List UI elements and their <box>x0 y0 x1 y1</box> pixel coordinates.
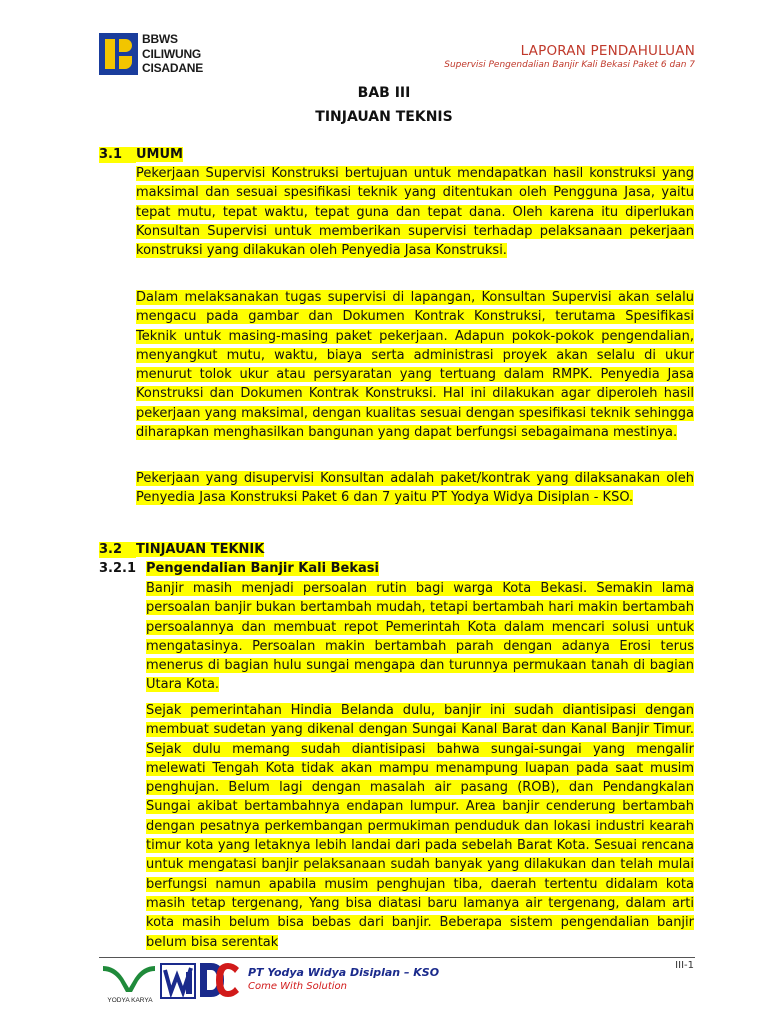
report-subtitle: Supervisi Pengendalian Banjir Kali Bekasi Paket 6 dan 7 <box>444 60 695 70</box>
section-number: 3.2 <box>99 542 136 558</box>
org-line-3: CISADANE <box>142 61 204 75</box>
footer-divider <box>99 957 695 958</box>
subsection-number: 3.2.1 <box>99 561 137 576</box>
section-heading-3-2-1 <box>99 561 379 577</box>
section-title: TINJAUAN TEKNIK <box>136 542 265 557</box>
chapter-title: TINJAUAN TEKNIS <box>315 109 453 125</box>
report-title: LAPORAN PENDAHULUAN <box>520 43 695 59</box>
org-line-1: BBWS <box>142 32 178 46</box>
bbws-logo-icon <box>99 33 138 75</box>
widya-logo-icon <box>160 962 196 1000</box>
paragraph-umum-3: Pekerjaan yang disupervisi Konsultan adalah paket/kontrak yang dilaksanakan oleh Penyedia Jasa Konstruksi Paket 6 dan 7 yaitu PT Yodya Widya Disiplan - KSO. <box>136 471 694 506</box>
footer-company-name: PT Yodya Widya Disiplan – KSO <box>248 966 440 979</box>
paragraph-umum-1: Pekerjaan Supervisi Konstruksi bertujuan untuk mendapatkan hasil konstruksi yang maksimal dan sesuai spesifikasi teknik yang ditentukan oleh Pengguna Jasa, yaitu tepat mutu, tepat waktu, tepat guna dan tepat dana. Oleh karena itu diperlukan Konsultan Supervisi untuk memberikan supervisi terhadap pelaksanaan pekerjaan konstruksi yang dilakukan oleh Penyedia Jasa Konstruksi. <box>136 166 694 259</box>
yodya-karya-caption: YODYA KARYA <box>107 997 153 1004</box>
paragraph-banjir-2: Sejak pemerintahan Hindia Belanda dulu, banjir ini sudah diantisipasi dengan membuat sudetan yang dikenal dengan Sungai Kanal Barat dan Kanal Banjir Timur. Sejak dulu memang sudah diantisipasi bahwa sungai-sungai yang mengalir melewati Tengah Kota tidak akan mampu menampung luapan pada saat musim penghujan. Belum lagi dengan masalah air pasang (ROB), dan Pendangkalan Sungai akibat bertambahnya endapan lumpur. Area banjir cenderung bertambah dengan pesatnya perkembangan permukiman penduduk dan lokasi industri kearah timur kota yang letaknya lebih landai dari pada sebelah Barat Kota. Sesuai rencana untuk mengatasi banjir pelaksanaan sudah banyak yang dilakukan dan telah mulai berfungsi namun apabila musim penghujan tiba, daerah tertentu didalam kota masih tetap tergenang, Yang bisa diatasi baru lamanya air tergenang, dalam arti kota masih belum bisa bebas dari banjir. Beberapa sistem pengendalian banjir belum bisa serentak <box>146 703 694 950</box>
yodya-karya-logo-icon <box>101 962 157 996</box>
section-number: 3.1 <box>99 147 136 163</box>
footer-tagline: Come With Solution <box>248 981 348 992</box>
section-title: UMUM <box>136 147 183 162</box>
section-heading-3-2 <box>99 542 264 558</box>
org-line-2: CILIWUNG <box>142 46 202 61</box>
page-number: III-1 <box>675 960 694 971</box>
chapter-label: BAB III <box>357 85 411 101</box>
paragraph-banjir-1: Banjir masih menjadi persoalan rutin bagi warga Kota Bekasi. Semakin lama persoalan banjir bukan bertambah mudah, tetapi bertambah hari makin bertambah persoalannya dan membuat repot Pemerintah Kota dalam mencari solusi untuk mengatasinya. Persoalan makin bertambah parah dengan adanya Erosi terus menerus di bagian hulu sungai mengapa dan turunnya permukaan tanah di bagian Utara Kota. <box>146 581 694 693</box>
subsection-title: Pengendalian Banjir Kali Bekasi <box>146 561 379 576</box>
organization-name <box>142 32 203 76</box>
disiplan-logo-icon <box>197 960 241 1000</box>
paragraph-umum-2: Dalam melaksanakan tugas supervisi di lapangan, Konsultan Supervisi akan selalu mengacu pada gambar dan Dokumen Kontrak Konstruksi, terutama Spesifikasi Teknik untuk masing-masing paket pekerjaan. Adapun pokok-pokok pengendalian, menyangkut mutu, waktu, biaya serta administrasi proyek akan selalu di ukur menurut tolok ukur atau persyaratan yang tertuang dalam RMPK. Penyedia Jasa Konstruksi dan Dokumen Kontrak Konstruksi. Hal ini dilakukan agar diperoleh hasil pekerjaan yang maksimal, dengan kualitas sesuai dengan spesifikasi teknik sehingga diharapkan menghasilkan bangunan yang dapat berfungsi sebagaimana mestinya. <box>136 290 694 441</box>
section-heading-3-1 <box>99 147 183 163</box>
